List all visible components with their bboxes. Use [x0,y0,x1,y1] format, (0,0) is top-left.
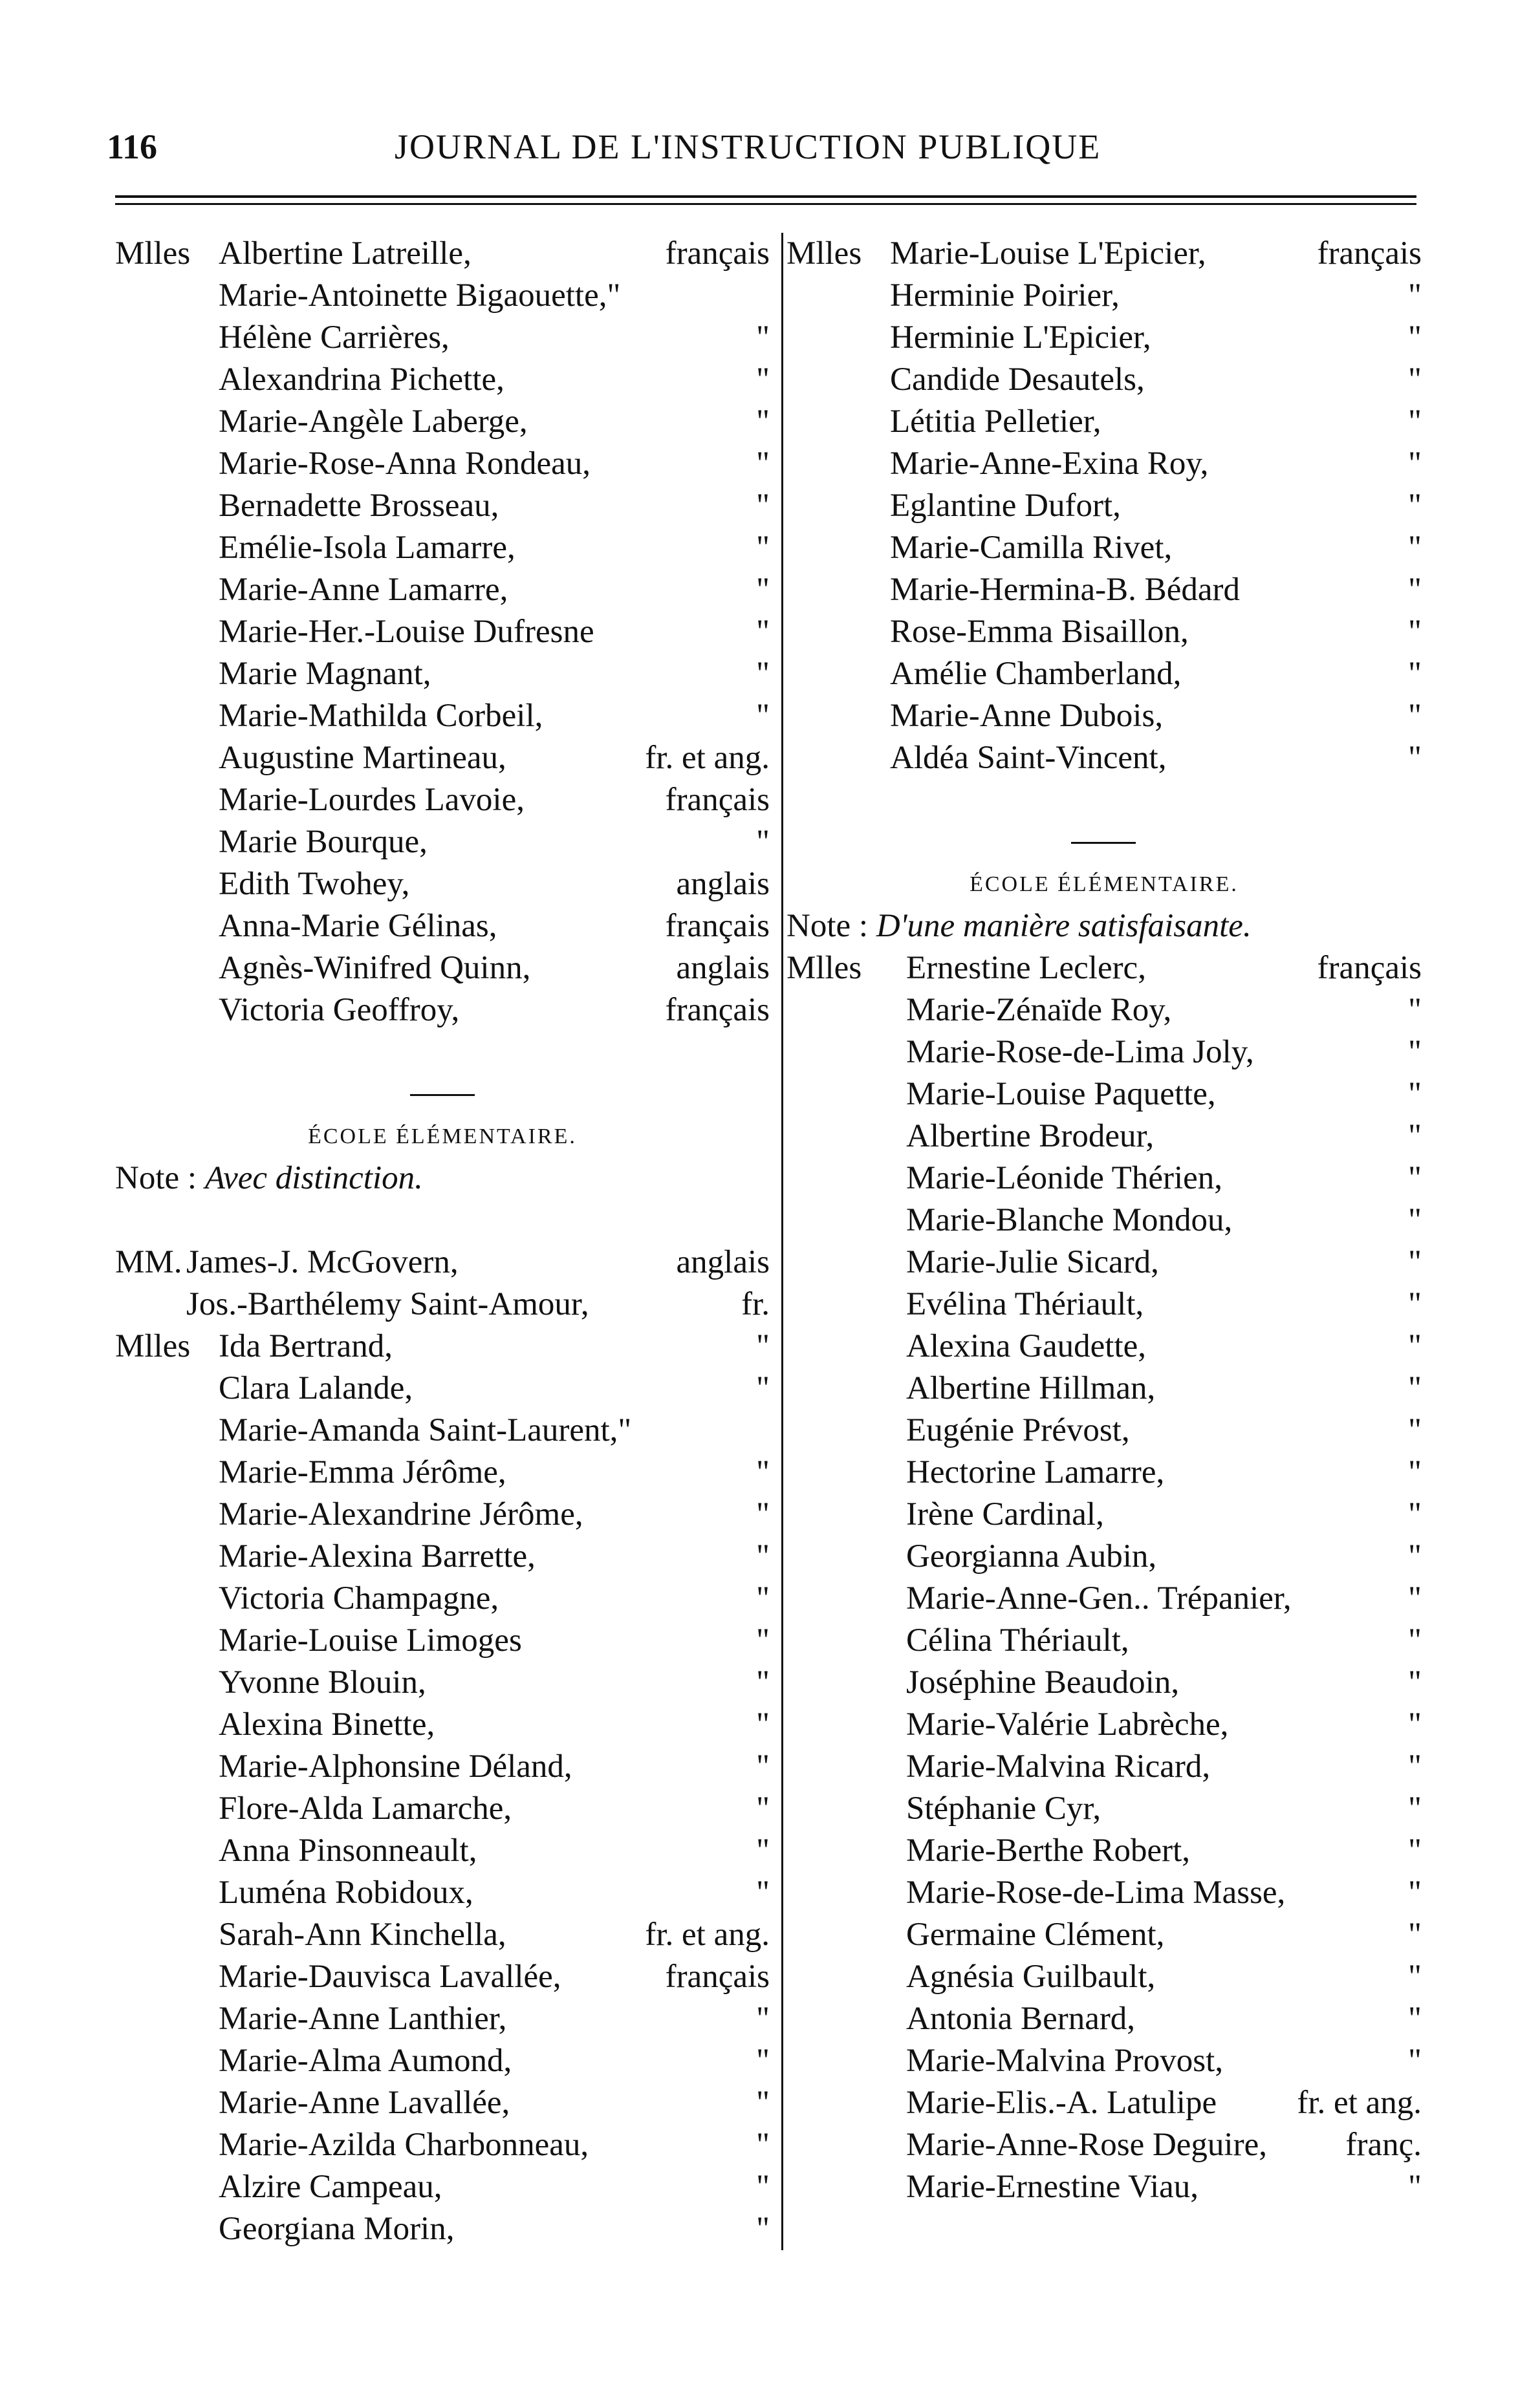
list-item [115,2040,770,2082]
list-item [115,2124,770,2166]
list-item [115,905,770,947]
language: " [756,1454,770,1490]
student-name: Ernestine Leclerc, [906,950,1146,986]
note-text: D'une manière satisfaisante. [876,908,1252,944]
student-name: Marie-Anne Lanthier, [219,2001,507,2037]
student-name: Marie-Malvina Provost, [906,2043,1224,2079]
language: " [1408,992,1422,1028]
student-name: Jos.-Barthélemy Saint-Amour, [186,1286,589,1322]
list-item [786,1914,1422,1956]
student-name: Marie-Anne Dubois, [890,698,1164,734]
student-name: Marie-Anne-Exina Roy, [890,446,1209,482]
student-name: Marie-Anne Lamarre, [219,572,508,608]
language: " [1408,1706,1422,1743]
list-item [115,569,770,611]
student-name: Marie-Louise L'Epicier, [890,235,1206,272]
note [115,1157,770,1199]
list-item [786,2166,1422,2208]
student-name: Marie-Blanche Mondou, [906,1202,1233,1238]
language: français [665,908,770,944]
language: " [1408,1496,1422,1532]
language: " [1408,656,1422,692]
student-name: Marie-Emma Jérôme, [219,1454,506,1490]
list-item [115,527,770,569]
language: " [1408,361,1422,398]
list-item [115,1494,770,1536]
student-name: Flore-Alda Lamarche, [219,1790,512,1827]
language: " [1408,1580,1422,1617]
page-number: 116 [107,127,158,166]
student-name: Marie-Hermina-B. Bédard [890,572,1240,608]
student-name: Stéphanie Cyr, [906,1790,1101,1827]
language: " [756,1790,770,1827]
section-heading: ÉCOLE ÉLÉMENTAIRE. [308,1124,577,1148]
list-item [115,1830,770,1872]
list-item [115,443,770,485]
list-item [786,1704,1422,1746]
language: " [756,1538,770,1575]
language: " [756,1328,770,1364]
list-item [115,401,770,443]
student-name: Marie-Anne-Gen.. Trépanier, [906,1580,1292,1617]
student-name: Georgianna Aubin, [906,1538,1157,1575]
list-item [115,611,770,653]
language: " [756,319,770,356]
student-name: Hélène Carrières, [219,319,450,356]
header-rule [115,203,1416,205]
list-item [786,1830,1422,1872]
list-item [786,527,1422,569]
left-group3 [115,1326,770,2250]
student-name: Marie-Louise Paquette, [906,1076,1216,1112]
list-item [115,2082,770,2124]
right-group1 [786,233,1422,779]
language: " [1408,403,1422,440]
left-column [115,233,770,2250]
language: " [756,614,770,650]
student-name: Marie-Alexandrine Jérôme, [219,1496,583,1532]
language: " [756,1748,770,1785]
student-name: Evélina Thériault, [906,1286,1144,1322]
list-item [115,1662,770,1704]
student-name: Albertine Brodeur, [906,1118,1155,1154]
language: " [1408,572,1422,608]
note-text: Avec distinction. [204,1160,423,1196]
list-item [115,1872,770,1914]
language: " [756,1664,770,1701]
list-item [115,1998,770,2040]
student-name: Eglantine Dufort, [890,488,1121,524]
list-item [115,233,770,275]
left-group1 [115,233,770,1031]
list-item [115,1368,770,1410]
list-item [786,1872,1422,1914]
language: " [1408,1118,1422,1154]
list-item [115,1788,770,1830]
list-item [115,275,770,317]
language: " [1408,1076,1422,1112]
student-name: Victoria Champagne, [219,1580,499,1617]
language: " [756,446,770,482]
student-name: Marie-Alexina Barrette, [219,1538,536,1575]
list-item [115,653,770,695]
title-prefix: MM. [115,1244,182,1280]
list-item [786,485,1422,527]
list-item [115,1536,770,1578]
list-item [786,275,1422,317]
language: " [1408,1748,1422,1785]
language: " [1408,2001,1422,2037]
student-name: Marie-Rose-de-Lima Masse, [906,1875,1286,1911]
student-name: Marie-Her.-Louise Dufresne [219,614,594,650]
student-name: Germaine Clément, [906,1917,1165,1953]
list-item [786,1242,1422,1284]
list-item [786,317,1422,359]
list-item [786,611,1422,653]
language: " [1408,1286,1422,1322]
list-item [115,1746,770,1788]
list-item [786,1746,1422,1788]
student-name: Agnès-Winifred Quinn, [219,950,531,986]
student-name: Marie-Anne Lavallée, [219,2085,510,2121]
list-item [786,1452,1422,1494]
running-head: JOURNAL DE L'INSTRUCTION PUBLIQUE [395,127,1101,166]
language: " [756,2211,770,2247]
list-item [786,1494,1422,1536]
language: " [756,2169,770,2205]
student-name: Létitia Pelletier, [890,403,1101,440]
title-prefix: Mlles [786,235,862,272]
right-group2 [786,947,1422,2208]
list-item [115,779,770,821]
language: " [1408,1034,1422,1070]
language: " [756,1370,770,1406]
language: " [1408,698,1422,734]
language: " [756,2127,770,2163]
list-item [786,359,1422,401]
list-item [115,737,770,779]
language: " [1408,2169,1422,2205]
language: " [1408,1959,1422,1995]
separator-rule [786,821,1422,863]
list-item [115,1578,770,1620]
student-name: Marie-Amanda Saint-Laurent," [219,1412,632,1448]
language: " [1408,1160,1422,1196]
student-name: Bernadette Brosseau, [219,488,499,524]
language: " [756,2001,770,2037]
student-name: Marie-Rose-Anna Rondeau, [219,446,591,482]
student-name: Herminie L'Epicier, [890,319,1151,356]
student-name: Marie-Alma Aumond, [219,2043,512,2079]
list-item [786,1410,1422,1452]
language: " [756,530,770,566]
language: " [756,1622,770,1659]
language: " [756,1706,770,1743]
list-item [115,1326,770,1368]
student-name: Marie-Malvina Ricard, [906,1748,1211,1785]
student-name: Herminie Poirier, [890,277,1120,314]
list-item [786,1578,1422,1620]
list-item [786,1788,1422,1830]
student-name: Marie-Zénaïde Roy, [906,992,1172,1028]
language: français [665,782,770,818]
list-item [786,1620,1422,1662]
list-item [786,1368,1422,1410]
student-name: Agnésia Guilbault, [906,1959,1156,1995]
language: " [1408,614,1422,650]
list-item [786,1284,1422,1326]
language: " [1408,1412,1422,1448]
student-name: Luména Robidoux, [219,1875,473,1911]
header-rule [115,195,1416,198]
student-name: Emélie-Isola Lamarre, [219,530,515,566]
student-name: Albertine Hillman, [906,1370,1156,1406]
language: fr. et ang. [1297,2085,1422,2121]
language: anglais [676,1244,770,1280]
language: français [1317,950,1422,986]
student-name: Amélie Chamberland, [890,656,1182,692]
list-item [786,1536,1422,1578]
student-name: Aldéa Saint-Vincent, [890,740,1167,776]
list-item [115,1242,770,1284]
student-name: Marie-Louise Limoges [219,1622,522,1659]
list-item [786,2082,1422,2124]
student-name: Clara Lalande, [219,1370,413,1406]
student-name: Marie Magnant, [219,656,431,692]
student-name: Irène Cardinal, [906,1496,1104,1532]
language: " [1408,1664,1422,1701]
list-item [786,233,1422,275]
student-name: Marie-Elis.-A. Latulipe [906,2085,1217,2121]
list-item [115,821,770,863]
language: fr. et ang. [645,740,770,776]
student-name: Alexina Gaudette, [906,1328,1147,1364]
list-item [115,317,770,359]
language: " [756,824,770,860]
language: anglais [676,950,770,986]
list-item [115,863,770,905]
language: fr. et ang. [645,1917,770,1953]
list-item [786,989,1422,1031]
student-name: Marie-Dauvisca Lavallée, [219,1959,561,1995]
student-name: Marie-Alphonsine Déland, [219,1748,572,1785]
separator-rule [115,1073,770,1115]
title-prefix: Mlles [115,1328,191,1364]
student-name: James-J. McGovern, [186,1244,459,1280]
student-name: Marie-Valérie Labrèche, [906,1706,1229,1743]
list-item [786,443,1422,485]
list-item [786,1199,1422,1242]
language: " [756,698,770,734]
language: " [1408,1917,1422,1953]
student-name: Marie-Antoinette Bigaouette," [219,277,621,314]
list-item [786,2124,1422,2166]
language: " [756,2085,770,2121]
language: français [665,235,770,272]
language: " [1408,1875,1422,1911]
language: " [1408,488,1422,524]
language: " [1408,1622,1422,1659]
language: " [1408,319,1422,356]
student-name: Marie-Berthe Robert, [906,1833,1191,1869]
title-prefix: Mlles [115,235,191,272]
list-item [786,1956,1422,1998]
list-item [115,2208,770,2250]
student-name: Marie-Lourdes Lavoie, [219,782,525,818]
note [786,905,1422,947]
list-item [786,1998,1422,2040]
student-name: Joséphine Beaudoin, [906,1664,1180,1701]
list-item [786,1326,1422,1368]
language: " [756,1833,770,1869]
title-prefix: Mlles [786,950,862,986]
left-group2 [115,1242,770,1326]
student-name: Victoria Geoffroy, [219,992,460,1028]
language: " [1408,1538,1422,1575]
language: " [1408,1833,1422,1869]
language: " [756,403,770,440]
student-name: Edith Twohey, [219,866,410,902]
list-item [115,989,770,1031]
language: " [756,1875,770,1911]
student-name: Yvonne Blouin, [219,1664,426,1701]
language: " [1408,530,1422,566]
list-item [115,1956,770,1998]
list-item [786,1157,1422,1199]
list-item [786,1031,1422,1073]
language: " [756,361,770,398]
language: " [1408,446,1422,482]
language: fr. [741,1286,770,1322]
list-item [786,695,1422,737]
language: " [1408,1202,1422,1238]
list-item [115,2166,770,2208]
student-name: Célina Thériault, [906,1622,1129,1659]
student-name: Marie-Rose-de-Lima Joly, [906,1034,1254,1070]
list-item [786,1073,1422,1115]
student-name: Marie-Camilla Rivet, [890,530,1173,566]
section-heading: ÉCOLE ÉLÉMENTAIRE. [970,872,1239,896]
student-name: Candide Desautels, [890,361,1145,398]
list-item [786,569,1422,611]
language: " [756,1580,770,1617]
list-item [115,1704,770,1746]
list-item [115,485,770,527]
student-name: Albertine Latreille, [219,235,472,272]
list-item [115,1620,770,1662]
language: " [1408,1790,1422,1827]
student-name: Marie-Anne-Rose Deguire, [906,2127,1267,2163]
student-name: Antonia Bernard, [906,2001,1136,2037]
student-name: Sarah-Ann Kinchella, [219,1917,506,1953]
language: français [665,992,770,1028]
language: franç. [1345,2127,1422,2163]
language: " [1408,1244,1422,1280]
right-column [781,233,1422,2208]
language: " [756,656,770,692]
language: " [1408,740,1422,776]
language: " [756,1496,770,1532]
student-name: Georgiana Morin, [219,2211,455,2247]
student-name: Eugénie Prévost, [906,1412,1130,1448]
language: " [1408,1328,1422,1364]
list-item [115,1914,770,1956]
list-item [786,401,1422,443]
student-name: Alzire Campeau, [219,2169,442,2205]
language: " [1408,1454,1422,1490]
student-name: Ida Bertrand, [219,1328,393,1364]
list-item [115,695,770,737]
student-name: Marie-Ernestine Viau, [906,2169,1199,2205]
language: français [665,1959,770,1995]
student-name: Marie Bourque, [219,824,428,860]
student-name: Marie-Angèle Laberge, [219,403,528,440]
student-name: Anna-Marie Gélinas, [219,908,497,944]
list-item [115,359,770,401]
list-item [786,947,1422,989]
list-item [115,1410,770,1452]
list-item [115,1284,770,1326]
list-item [786,2040,1422,2082]
student-name: Alexandrina Pichette, [219,361,504,398]
language: " [756,572,770,608]
student-name: Rose-Emma Bisaillon, [890,614,1189,650]
language: français [1317,235,1422,272]
student-name: Anna Pinsonneault, [219,1833,477,1869]
language: " [1408,1370,1422,1406]
language: anglais [676,866,770,902]
student-name: Hectorine Lamarre, [906,1454,1165,1490]
list-item [786,1115,1422,1157]
student-name: Marie-Mathilda Corbeil, [219,698,543,734]
student-name: Marie-Azilda Charbonneau, [219,2127,589,2163]
note-label: Note : [786,908,869,944]
language: " [756,2043,770,2079]
list-item [115,947,770,989]
list-item [115,1452,770,1494]
language: " [1408,2043,1422,2079]
note-label: Note : [115,1160,197,1196]
student-name: Alexina Binette, [219,1706,435,1743]
student-name: Marie-Léonide Thérien, [906,1160,1223,1196]
student-name: Marie-Julie Sicard, [906,1244,1159,1280]
list-item [786,653,1422,695]
list-item [786,737,1422,779]
list-item [786,1662,1422,1704]
student-name: Augustine Martineau, [219,740,506,776]
language: " [1408,277,1422,314]
language: " [756,488,770,524]
